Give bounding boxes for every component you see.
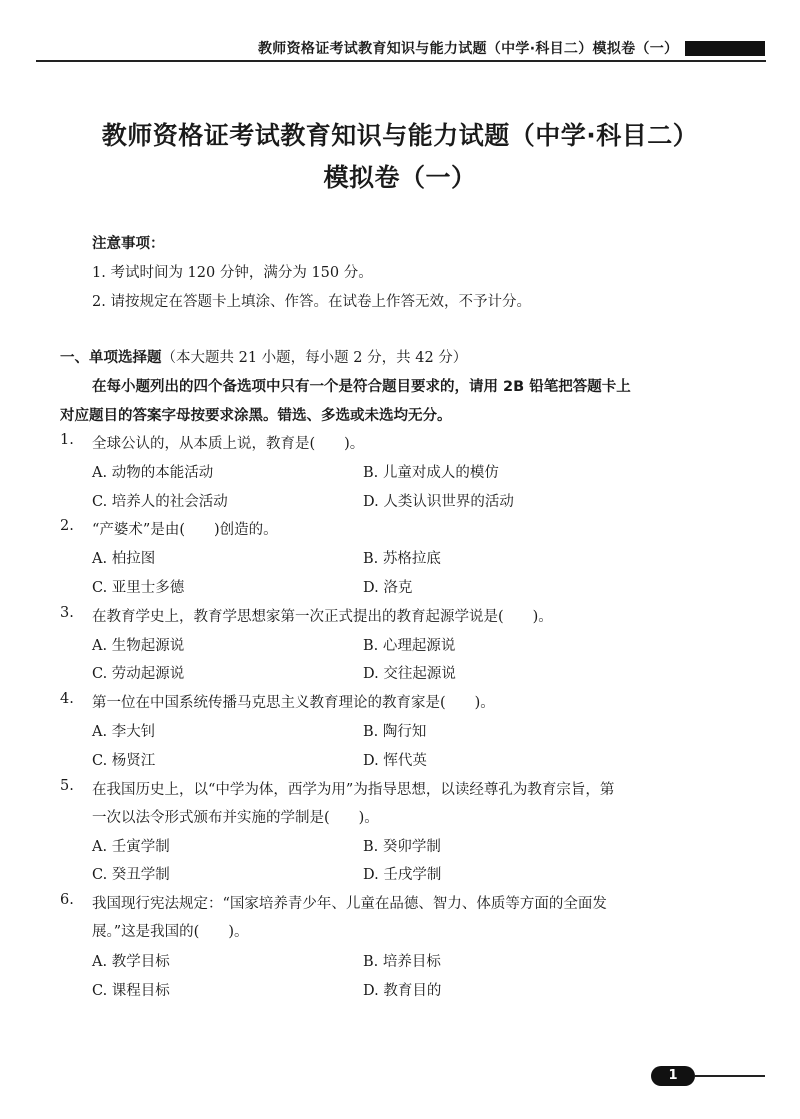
question-number: 2. xyxy=(60,518,74,534)
option-a: A. 生物起源说 xyxy=(92,638,185,654)
page-number: 1 xyxy=(651,1066,695,1086)
question-number: 1. xyxy=(60,432,74,448)
option-c: C. 劳动起源说 xyxy=(92,666,185,682)
question-text: 在我国历史上，以“中学为体，西学为用”为指导思想，以读经尊孔为教育宗旨，第 xyxy=(92,782,615,798)
option-a: A. 教学目标 xyxy=(92,954,170,970)
page-title: 教师资格证考试教育知识与能力试题（中学·科目二） xyxy=(101,121,699,150)
option-b: B. 癸卯学制 xyxy=(363,839,441,855)
notes-heading: 注意事项： xyxy=(92,236,165,252)
option-d: D. 恽代英 xyxy=(363,753,427,769)
header-rule xyxy=(36,60,766,62)
page-subtitle: 模拟卷（一） xyxy=(323,163,477,192)
option-c: C. 杨贤江 xyxy=(92,753,156,769)
option-d: D. 洛克 xyxy=(363,580,413,596)
question-number: 3. xyxy=(60,605,74,621)
note-item: 1. 考试时间为 120 分钟，满分为 150 分。 xyxy=(92,265,373,281)
question-text: 在教育学史上，教育学思想家第一次正式提出的教育起源学说是( )。 xyxy=(92,609,553,625)
option-b: B. 心理起源说 xyxy=(363,638,456,654)
question-text: “产婆术”是由( )创造的。 xyxy=(92,522,278,538)
question-text: 展。”这是我国的( )。 xyxy=(92,924,249,940)
option-c: C. 课程目标 xyxy=(92,983,170,999)
section-meta: （本大题共 21 小题，每小题 2 分，共 42 分） xyxy=(161,350,468,366)
question-number: 4. xyxy=(60,691,74,707)
option-c: C. 培养人的社会活动 xyxy=(92,494,228,510)
option-a: A. 壬寅学制 xyxy=(92,839,170,855)
footer-rule xyxy=(695,1075,765,1077)
question-number: 5. xyxy=(60,778,74,794)
section-instruction: 在每小题列出的四个备选项中只有一个是符合题目要求的，请用 2B 铅笔把答题卡上 xyxy=(92,379,631,395)
header-bar xyxy=(685,41,765,56)
option-a: A. 李大钊 xyxy=(92,724,156,740)
option-d: D. 交往起源说 xyxy=(363,666,456,682)
option-d: D. 教育目的 xyxy=(363,983,442,999)
section-title: 一、单项选择题 xyxy=(60,350,162,366)
option-d: D. 人类认识世界的活动 xyxy=(363,494,514,510)
option-c: C. 亚里士多德 xyxy=(92,580,185,596)
option-d: D. 壬戌学制 xyxy=(363,867,442,883)
question-text: 第一位在中国系统传播马克思主义教育理论的教育家是( )。 xyxy=(92,695,495,711)
option-a: A. 柏拉图 xyxy=(92,551,156,567)
option-b: B. 儿童对成人的模仿 xyxy=(363,465,499,481)
option-b: B. 苏格拉底 xyxy=(363,551,441,567)
section-heading xyxy=(60,346,467,367)
running-header: 教师资格证考试教育知识与能力试题（中学·科目二）模拟卷（一） xyxy=(258,41,679,57)
option-c: C. 癸丑学制 xyxy=(92,867,170,883)
option-b: B. 培养目标 xyxy=(363,954,441,970)
option-a: A. 动物的本能活动 xyxy=(92,465,214,481)
section-instruction: 对应题目的答案字母按要求涂黑。错选、多选或未选均无分。 xyxy=(60,408,452,424)
question-text: 全球公认的，从本质上说，教育是( )。 xyxy=(92,436,365,452)
option-b: B. 陶行知 xyxy=(363,724,427,740)
note-item: 2. 请按规定在答题卡上填涂、作答。在试卷上作答无效，不予计分。 xyxy=(92,294,531,310)
question-text: 一次以法令形式颁布并实施的学制是( )。 xyxy=(92,810,379,826)
question-number: 6. xyxy=(60,892,74,908)
question-text: 我国现行宪法规定：“国家培养青少年、儿童在品德、智力、体质等方面的全面发 xyxy=(92,896,607,912)
